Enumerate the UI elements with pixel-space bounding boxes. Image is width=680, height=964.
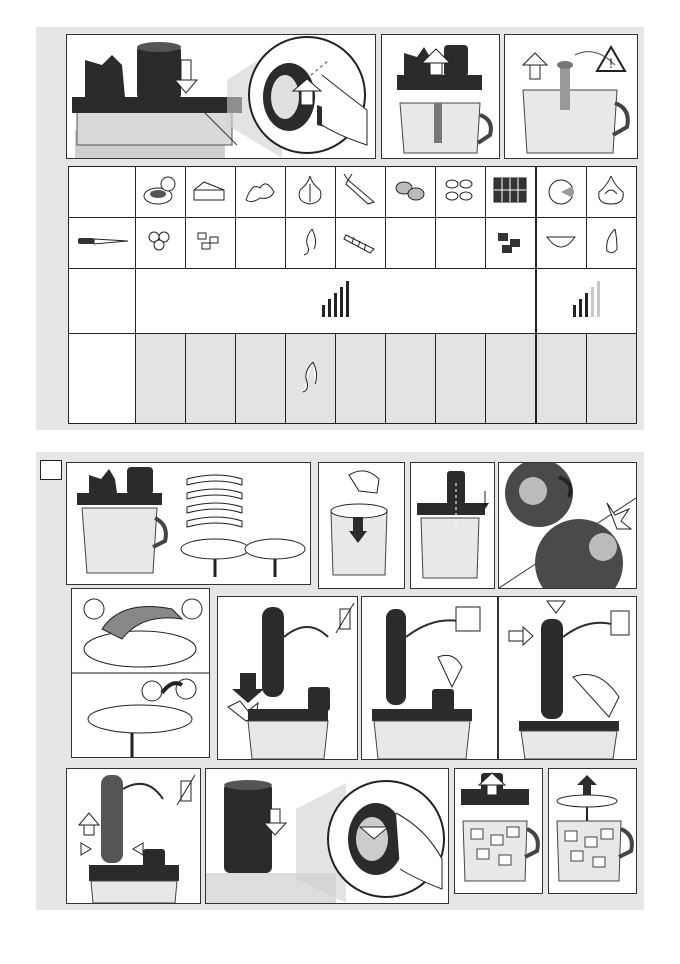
- speed-bar: [322, 305, 325, 317]
- table-cell: [435, 334, 485, 424]
- table-cell: [536, 269, 637, 334]
- turn-disc-illustration: [499, 463, 636, 588]
- table-cell: [69, 269, 136, 334]
- table-row-cut: [69, 218, 637, 269]
- speed-bar: [579, 299, 582, 317]
- table-cell: [335, 218, 385, 269]
- chopped-meat-icon: [140, 223, 180, 259]
- insert-disc-illustration: [319, 463, 404, 588]
- knife-icon: [74, 231, 130, 251]
- table-cell: [586, 218, 636, 269]
- detach-motor-illustration: [67, 769, 200, 903]
- speed-bar: [340, 287, 343, 317]
- processing-table: [68, 166, 637, 424]
- herbs-icon: [240, 172, 280, 208]
- figure-unlock-lid-closeup: [205, 768, 449, 904]
- plug-in-illustration: [362, 597, 497, 759]
- figure-lift-lid: [381, 34, 500, 159]
- table-cell: [185, 167, 235, 218]
- apple-icon: [541, 172, 581, 208]
- table-cell: [136, 269, 536, 334]
- table-cell: [285, 334, 335, 424]
- apple-slice-icon: [541, 223, 581, 259]
- svg-text:!: !: [609, 55, 613, 71]
- table-cell: [69, 334, 136, 424]
- figure-disc-handle-remove: [71, 588, 210, 758]
- speed-indicator-main: [322, 281, 349, 317]
- speed-bar: [346, 281, 349, 317]
- garlic-icon: [290, 172, 330, 208]
- slicer-parts-illustration: [67, 463, 310, 584]
- table-cell: [335, 334, 385, 424]
- table-cell: [485, 167, 536, 218]
- table-cell: [185, 334, 235, 424]
- arrow-up-icon: [523, 53, 547, 79]
- meat-icon: [140, 172, 180, 208]
- table-cell: [69, 218, 136, 269]
- onion-slice-icon: [591, 223, 631, 259]
- table-cell: [136, 167, 186, 218]
- arrow-right-icon: [81, 843, 91, 855]
- carrot-sliced-icon: [340, 223, 380, 259]
- speed-bar: [334, 293, 337, 317]
- figure-remove-disc-food: [548, 768, 637, 894]
- speed-bar: [328, 299, 331, 317]
- carrot-icon: [340, 172, 380, 208]
- table-cell: [285, 167, 335, 218]
- attach-motor-illustration: [218, 597, 357, 759]
- arrow-down-icon: [547, 601, 565, 613]
- table-cell: [385, 334, 435, 424]
- arrow-left-icon: [133, 843, 143, 855]
- table-cell: [586, 334, 636, 424]
- attach-lid-illustration: [67, 35, 375, 158]
- lock-lid-illustration: [411, 463, 494, 588]
- speed-bar: [585, 293, 588, 317]
- figure-attach-lid-closeup: [66, 34, 376, 159]
- cheese-icon: [190, 172, 230, 208]
- figure-detach-motor: [66, 768, 201, 904]
- unplugged-icon: [177, 775, 195, 805]
- figure-remove-blade-warning: [504, 34, 638, 159]
- step-marker: [40, 460, 62, 480]
- onion-icon: [591, 172, 631, 208]
- table-cell: [69, 167, 136, 218]
- figure-slicer-parts: [66, 462, 311, 585]
- chocolate-icon: [490, 172, 530, 208]
- figure-lift-lid-food: [454, 768, 543, 894]
- grated-cheese-icon: [190, 223, 230, 259]
- table-row-speed: [69, 269, 637, 334]
- unlock-lid-illustration: [206, 769, 448, 903]
- unplugged-icon: [336, 603, 354, 633]
- arrow-right-icon: [509, 627, 533, 645]
- table-cell: [536, 218, 587, 269]
- figure-plug-in-motor: [361, 596, 498, 760]
- table-cell: [335, 167, 385, 218]
- lift-lid-illustration: [382, 35, 499, 158]
- table-cell: [485, 334, 536, 424]
- table-cell: [235, 218, 285, 269]
- disc-handle-illustration: [72, 589, 209, 757]
- garlic-chopped-icon: [290, 223, 330, 259]
- lift-lid-food-illustration: [455, 769, 542, 893]
- press-switch-illustration: [499, 597, 636, 759]
- speed-bar: [573, 305, 576, 317]
- table-cell: [385, 167, 435, 218]
- table-cell: [536, 334, 587, 424]
- figure-turn-disc-closeup: [498, 462, 637, 589]
- table-cell: [385, 218, 435, 269]
- table-cell: [235, 334, 285, 424]
- arrow-up-icon: [577, 775, 597, 795]
- table-cell: [485, 218, 536, 269]
- chocolate-pieces-icon: [490, 223, 530, 259]
- table-cell: [435, 167, 485, 218]
- table-cell: [235, 167, 285, 218]
- table-cell: [136, 334, 186, 424]
- nuts-icon: [390, 172, 430, 208]
- speed-bar: [591, 287, 594, 317]
- table-cell: [536, 167, 587, 218]
- table-cell: [136, 218, 186, 269]
- warning-triangle-icon: [597, 47, 625, 71]
- almonds-icon: [440, 172, 480, 208]
- figure-attach-motor-unplugged: [217, 596, 358, 760]
- speed-bar: [597, 281, 600, 317]
- table-row-result: [69, 334, 637, 424]
- figure-insert-disc: [318, 462, 405, 589]
- table-row-food: [69, 167, 637, 218]
- arrow-down-icon: [232, 673, 264, 703]
- table-cell: [285, 218, 335, 269]
- table-cell: [435, 218, 485, 269]
- figure-press-switch: [498, 596, 637, 760]
- arrow-up-icon: [79, 813, 99, 835]
- remove-disc-food-illustration: [549, 769, 636, 893]
- speed-indicator-reduced: [573, 281, 600, 317]
- remove-blade-illustration: [505, 35, 637, 158]
- garlic-paste-icon: [295, 356, 325, 396]
- figure-lock-lid-motor: [410, 462, 495, 589]
- table-cell: [586, 167, 636, 218]
- table-cell: [185, 218, 235, 269]
